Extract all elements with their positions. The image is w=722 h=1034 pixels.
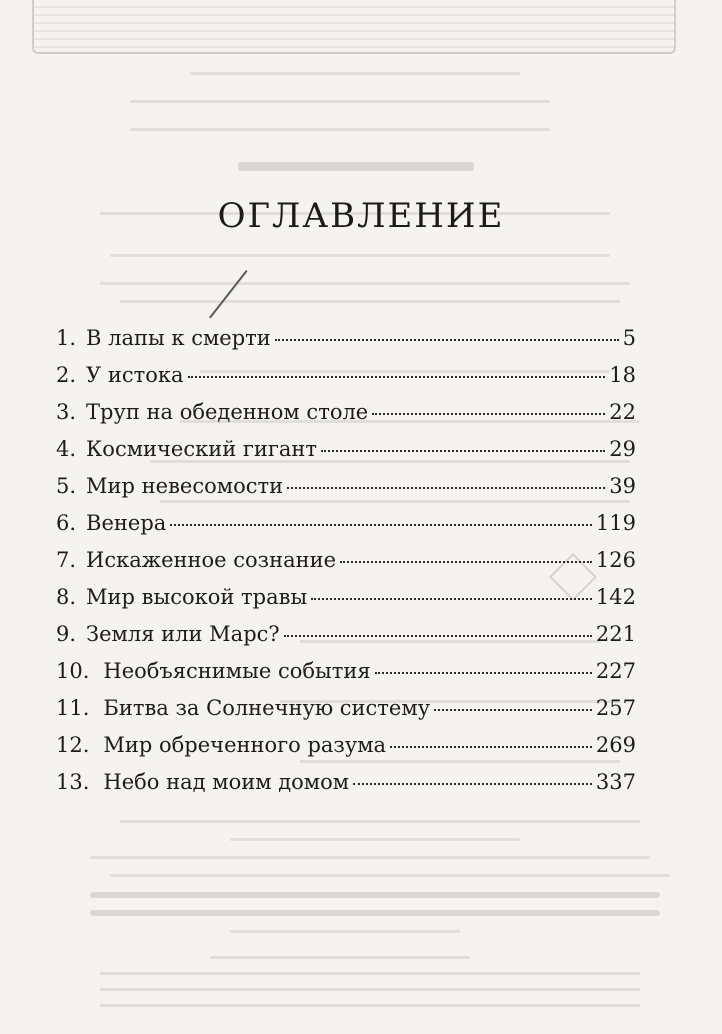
toc-dot-leader [434,709,592,711]
toc-entry-page: 22 [609,400,636,424]
toc-entry-number: 12. [56,733,90,757]
bleed-through-line [130,100,550,103]
toc-entry-page: 269 [595,733,636,757]
toc-entry-page: 221 [595,622,636,646]
bleed-through-line [230,838,520,841]
toc-dot-leader [188,376,606,378]
page-title: ОГЛАВЛЕНИЕ [217,196,505,236]
toc-entry-title: Мир обреченного разума [103,733,387,757]
toc-entry-number: 9. [56,622,77,646]
toc-entry [56,727,636,764]
toc-dot-leader [375,672,592,674]
toc-entry-number: 11. [56,696,90,720]
bleed-through-line [238,162,474,171]
toc-entry-title: Искаженное сознание [86,548,337,572]
toc-entry [56,616,636,653]
toc-entry [56,764,636,801]
toc-entry-page: 119 [595,511,636,535]
toc-dot-leader [321,450,605,452]
bleed-through-line [120,820,640,823]
toc-entry-page: 5 [622,326,636,350]
toc-entry-page: 142 [595,585,636,609]
toc-entry-page: 227 [595,659,636,683]
toc-entry [56,431,636,468]
toc-entry-number: 3. [56,400,77,424]
toc-entry-number: 7. [56,548,77,572]
table-of-contents [56,320,636,801]
bleed-through-line [230,930,460,933]
toc-entry-title: Венера [86,511,167,535]
bleed-through-frame [32,0,676,54]
toc-entry-number: 8. [56,585,77,609]
toc-entry-title: Мир невесомости [86,474,284,498]
toc-entry-title: Необъяснимые события [103,659,371,683]
toc-entry-page: 257 [595,696,636,720]
toc-entry-page: 337 [595,770,636,794]
toc-entry-number: 10. [56,659,90,683]
toc-entry [56,653,636,690]
toc-entry [56,690,636,727]
toc-dot-leader [287,487,605,489]
toc-entry-title: Земля или Марс? [86,622,280,646]
bleed-through-line [190,72,520,75]
toc-entry-page: 18 [609,363,636,387]
bleed-through-line [90,856,650,859]
toc-dot-leader [275,339,619,341]
toc-entry-page: 126 [595,548,636,572]
toc-entry [56,394,636,431]
toc-dot-leader [284,635,592,637]
toc-entry [56,468,636,505]
toc-entry-page: 29 [609,437,636,461]
bleed-through-line [100,282,630,285]
toc-entry [56,505,636,542]
toc-entry [56,357,636,394]
toc-entry-title: Битва за Солнечную систему [103,696,431,720]
bleed-through-line [110,874,670,877]
toc-entry-title: В лапы к смерти [86,326,271,350]
toc-entry-number: 6. [56,511,77,535]
bleed-through-line [90,892,660,898]
toc-dot-leader [353,783,592,785]
bleed-through-line [90,910,660,916]
toc-entry-title: У истока [86,363,184,387]
toc-entry [56,542,636,579]
toc-entry [56,320,636,357]
toc-dot-leader [311,598,592,600]
toc-entry-number: 2. [56,363,77,387]
toc-entry-title: Небо над моим домом [103,770,350,794]
bleed-through-line [120,300,620,303]
bleed-through-line [130,128,550,131]
toc-entry-page: 39 [609,474,636,498]
bleed-through-line [100,988,640,991]
bleed-through-line [210,956,470,959]
toc-entry-title: Мир высокой травы [86,585,308,609]
toc-entry-number: 5. [56,474,77,498]
toc-entry-title: Космический гигант [86,437,318,461]
toc-dot-leader [340,561,592,563]
toc-dot-leader [390,746,592,748]
bleed-through-mark [209,270,248,319]
bleed-through-line [110,254,610,257]
toc-dot-leader [170,524,592,526]
toc-entry-number: 1. [56,326,77,350]
bleed-through-line [100,972,640,975]
toc-entry-number: 4. [56,437,77,461]
toc-entry [56,579,636,616]
toc-dot-leader [372,413,605,415]
bleed-through-line [100,1004,640,1007]
toc-entry-number: 13. [56,770,90,794]
toc-entry-title: Труп на обеденном столе [86,400,369,424]
